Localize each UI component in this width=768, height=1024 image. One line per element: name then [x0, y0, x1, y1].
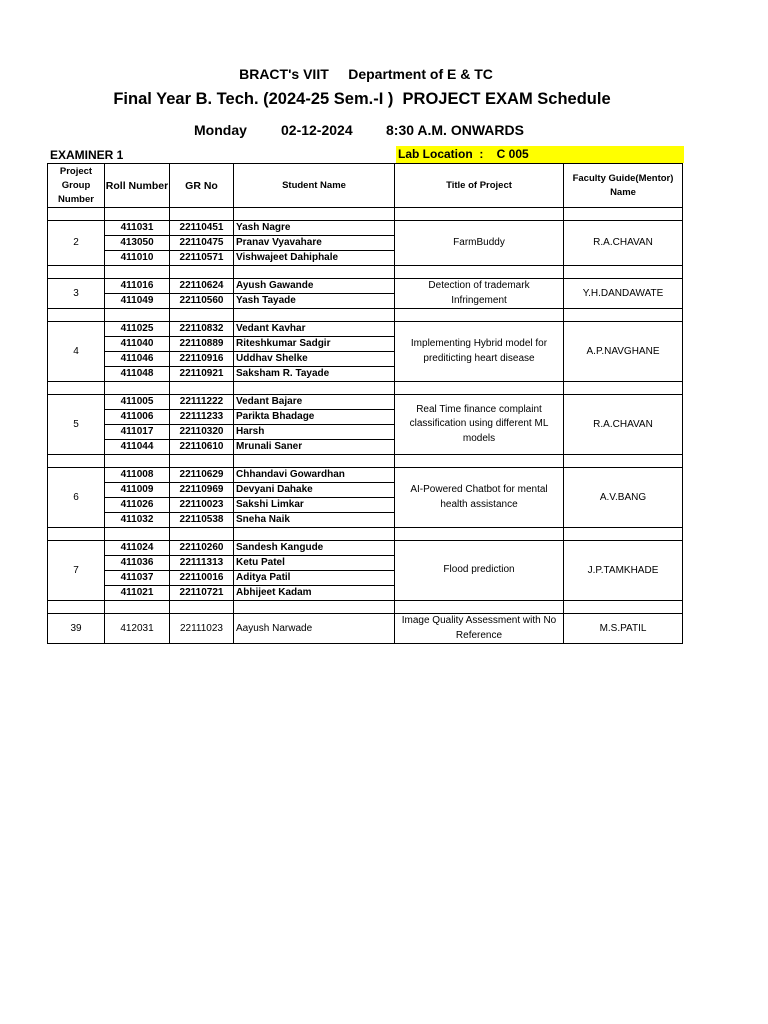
group-number: 4: [48, 322, 105, 382]
project-title: FarmBuddy: [395, 221, 564, 266]
exam-day: Monday: [194, 122, 247, 138]
faculty-guide: J.P.TAMKHADE: [564, 541, 683, 601]
gr-number: 22110023: [170, 498, 234, 513]
gr-number: 22110916: [170, 352, 234, 367]
student-name: Pranav Vyavahare: [234, 236, 395, 251]
roll-number: 411017: [105, 425, 170, 440]
spacer-cell: [395, 455, 564, 468]
gr-number: 22110320: [170, 425, 234, 440]
spacer-cell: [170, 309, 234, 322]
student-name: Ayush Gawande: [234, 279, 395, 294]
roll-number: 411036: [105, 556, 170, 571]
gr-number: 22110451: [170, 221, 234, 236]
group-number: 2: [48, 221, 105, 266]
roll-number: 411025: [105, 322, 170, 337]
header-student-name: Student Name: [234, 164, 395, 208]
roll-number: 411032: [105, 513, 170, 528]
student-name: Vishwajeet Dahiphale: [234, 251, 395, 266]
spacer-cell: [564, 528, 683, 541]
gr-number: 22110624: [170, 279, 234, 294]
table-row: [48, 395, 683, 410]
gr-number: 22110921: [170, 367, 234, 382]
spacer-cell: [234, 266, 395, 279]
spacer-cell: [564, 266, 683, 279]
faculty-guide: A.P.NAVGHANE: [564, 322, 683, 382]
spacer-cell: [48, 309, 105, 322]
gr-number: 22111023: [170, 614, 234, 644]
roll-number: 411006: [105, 410, 170, 425]
spacer-cell: [48, 382, 105, 395]
roll-number: 411008: [105, 468, 170, 483]
faculty-guide: Y.H.DANDAWATE: [564, 279, 683, 309]
spacer-cell: [170, 455, 234, 468]
spacer-cell: [170, 528, 234, 541]
spacer-row: [48, 601, 683, 614]
roll-number: 411016: [105, 279, 170, 294]
spacer-cell: [234, 601, 395, 614]
spacer-cell: [105, 382, 170, 395]
roll-number: 411048: [105, 367, 170, 382]
spacer-cell: [564, 208, 683, 221]
group-number: 3: [48, 279, 105, 309]
roll-number: 411044: [105, 440, 170, 455]
roll-number: 411040: [105, 337, 170, 352]
roll-number: 413050: [105, 236, 170, 251]
table-row: [48, 279, 683, 294]
table-header-row: [48, 164, 683, 208]
student-name: Yash Tayade: [234, 294, 395, 309]
lab-location: Lab Location : C 005: [396, 146, 684, 163]
project-title: Flood prediction: [395, 541, 564, 601]
gr-number: 22110016: [170, 571, 234, 586]
roll-number: 411005: [105, 395, 170, 410]
spacer-cell: [395, 309, 564, 322]
header-group-number: Project Group Number: [48, 164, 105, 208]
student-name: Aayush Narwade: [234, 614, 395, 644]
roll-number: 411046: [105, 352, 170, 367]
spacer-cell: [105, 208, 170, 221]
spacer-cell: [48, 455, 105, 468]
institute-department-title: BRACT's VIIT Department of E & TC: [239, 66, 493, 82]
spacer-cell: [395, 528, 564, 541]
gr-number: 22110629: [170, 468, 234, 483]
spacer-cell: [395, 601, 564, 614]
student-name: Aditya Patil: [234, 571, 395, 586]
group-number: 39: [48, 614, 105, 644]
student-name: Parikta Bhadage: [234, 410, 395, 425]
student-name: Uddhav Shelke: [234, 352, 395, 367]
exam-date: 02-12-2024: [281, 122, 353, 138]
student-name: Abhijeet Kadam: [234, 586, 395, 601]
faculty-guide: A.V.BANG: [564, 468, 683, 528]
project-title: Image Quality Assessment with No Reference: [395, 614, 564, 644]
schedule-table: [47, 163, 683, 644]
gr-number: 22110260: [170, 541, 234, 556]
roll-number: 411026: [105, 498, 170, 513]
spacer-cell: [234, 208, 395, 221]
faculty-guide: R.A.CHAVAN: [564, 221, 683, 266]
group-number: 5: [48, 395, 105, 455]
roll-number: 412031: [105, 614, 170, 644]
spacer-row: [48, 309, 683, 322]
spacer-row: [48, 382, 683, 395]
roll-number: 411024: [105, 541, 170, 556]
student-name: Vedant Kavhar: [234, 322, 395, 337]
spacer-cell: [105, 455, 170, 468]
spacer-cell: [234, 309, 395, 322]
student-name: Riteshkumar Sadgir: [234, 337, 395, 352]
spacer-cell: [234, 382, 395, 395]
gr-number: 22110610: [170, 440, 234, 455]
faculty-guide: R.A.CHAVAN: [564, 395, 683, 455]
gr-number: 22111222: [170, 395, 234, 410]
roll-number: 411010: [105, 251, 170, 266]
spacer-cell: [395, 208, 564, 221]
student-name: Vedant Bajare: [234, 395, 395, 410]
spacer-cell: [395, 382, 564, 395]
examiner-label: EXAMINER 1: [50, 148, 124, 162]
spacer-cell: [105, 601, 170, 614]
table-row: [48, 322, 683, 337]
student-name: Saksham R. Tayade: [234, 367, 395, 382]
student-name: Yash Nagre: [234, 221, 395, 236]
spacer-cell: [234, 528, 395, 541]
spacer-cell: [564, 382, 683, 395]
gr-number: 22110538: [170, 513, 234, 528]
exam-time: 8:30 A.M. ONWARDS: [386, 122, 524, 138]
gr-number: 22110560: [170, 294, 234, 309]
project-title: Real Time finance complaint classification using different ML models: [395, 395, 564, 455]
spacer-cell: [48, 601, 105, 614]
gr-number: 22110889: [170, 337, 234, 352]
roll-number: 411049: [105, 294, 170, 309]
spacer-cell: [48, 266, 105, 279]
spacer-cell: [105, 528, 170, 541]
spacer-cell: [170, 208, 234, 221]
student-name: Harsh: [234, 425, 395, 440]
header-faculty-guide: Faculty Guide(Mentor) Name: [564, 164, 683, 208]
student-name: Mrunali Saner: [234, 440, 395, 455]
spacer-row: [48, 266, 683, 279]
spacer-cell: [395, 266, 564, 279]
gr-number: 22110721: [170, 586, 234, 601]
gr-number: 22110969: [170, 483, 234, 498]
project-title: AI-Powered Chatbot for mental health assistance: [395, 468, 564, 528]
student-name: Devyani Dahake: [234, 483, 395, 498]
spacer-cell: [564, 455, 683, 468]
spacer-cell: [48, 208, 105, 221]
header-roll-number: Roll Number: [105, 164, 170, 208]
gr-number: 22111233: [170, 410, 234, 425]
spacer-row: [48, 528, 683, 541]
roll-number: 411031: [105, 221, 170, 236]
spacer-cell: [48, 528, 105, 541]
project-title: Implementing Hybrid model for prediticting heart disease: [395, 322, 564, 382]
student-name: Ketu Patel: [234, 556, 395, 571]
schedule-title: Final Year B. Tech. (2024-25 Sem.-I ) PROJECT EXAM Schedule: [113, 90, 611, 108]
spacer-cell: [105, 266, 170, 279]
gr-number: 22110571: [170, 251, 234, 266]
table-row: [48, 221, 683, 236]
student-name: Chhandavi Gowardhan: [234, 468, 395, 483]
roll-number: 411021: [105, 586, 170, 601]
table-row: [48, 468, 683, 483]
spacer-row: [48, 455, 683, 468]
header-project-title: Title of Project: [395, 164, 564, 208]
table-row: [48, 614, 683, 644]
student-name: Sakshi Limkar: [234, 498, 395, 513]
gr-number: 22110832: [170, 322, 234, 337]
roll-number: 411009: [105, 483, 170, 498]
group-number: 6: [48, 468, 105, 528]
project-title: Detection of trademark Infringement: [395, 279, 564, 309]
gr-number: 22111313: [170, 556, 234, 571]
group-number: 7: [48, 541, 105, 601]
gr-number: 22110475: [170, 236, 234, 251]
header-gr-no: GR No: [170, 164, 234, 208]
spacer-cell: [105, 309, 170, 322]
spacer-cell: [170, 266, 234, 279]
schedule-table-body: [48, 164, 683, 644]
spacer-cell: [170, 601, 234, 614]
student-name: Sneha Naik: [234, 513, 395, 528]
spacer-cell: [564, 601, 683, 614]
spacer-cell: [170, 382, 234, 395]
spacer-cell: [564, 309, 683, 322]
spacer-cell: [234, 455, 395, 468]
faculty-guide: M.S.PATIL: [564, 614, 683, 644]
student-name: Sandesh Kangude: [234, 541, 395, 556]
table-row: [48, 541, 683, 556]
roll-number: 411037: [105, 571, 170, 586]
spacer-row: [48, 208, 683, 221]
